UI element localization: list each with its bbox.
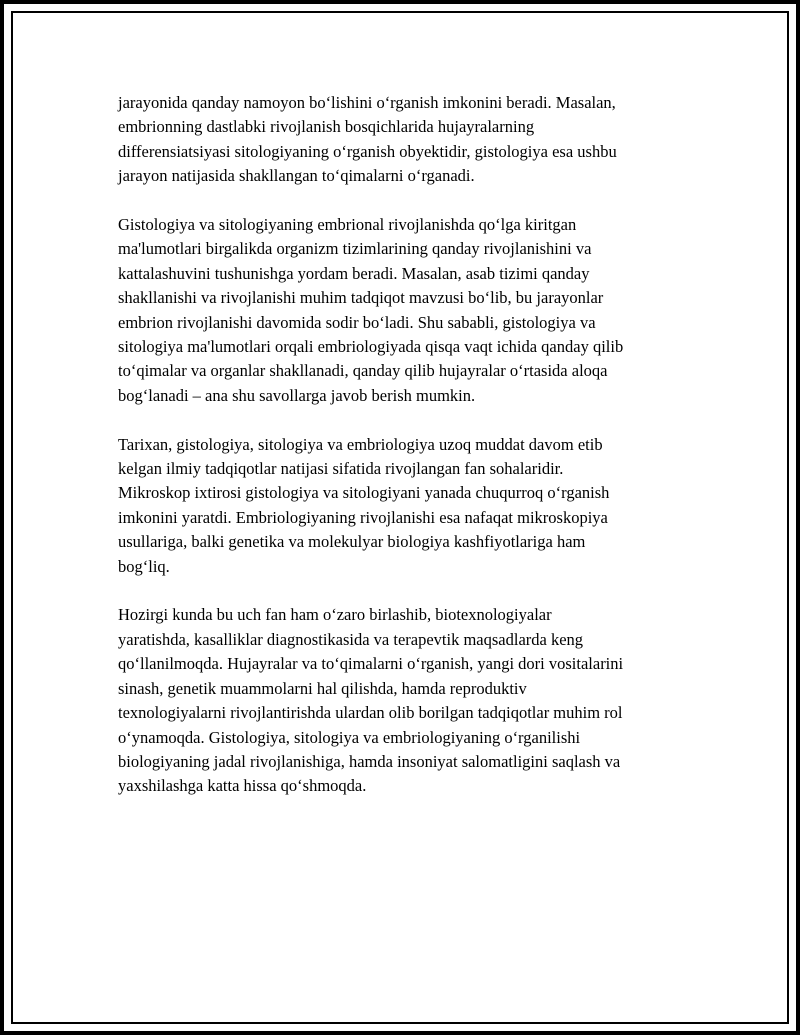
- text-line: texnologiyalarni rivojlantirishda ulardan olib borilgan tadqiqotlar muhim rol: [118, 703, 623, 723]
- text-line: to‘qimalar va organlar shakllanadi, qanday qilib hujayralar o‘rtasida aloqa: [118, 361, 608, 381]
- text-line: Gistologiya va sitologiyaning embrional rivojlanishda qo‘lga kiritgan: [118, 215, 577, 235]
- text-line: Mikroskop ixtirosi gistologiya va sitologiyani yanada chuqurroq o‘rganish: [118, 483, 610, 503]
- document-body: [118, 91, 688, 823]
- text-line: yaxshilashga katta hissa qo‘shmoqda.: [118, 776, 367, 796]
- text-line: bog‘liq.: [118, 556, 170, 576]
- text-line: jarayonida qanday namoyon bo‘lishini o‘rganish imkonini beradi. Masalan,: [118, 93, 616, 112]
- paragraph-4: [118, 603, 688, 798]
- text-line: usullariga, balki genetika va molekulyar biologiya kashfiyotlariga ham: [118, 532, 586, 552]
- text-line: shakllanishi va rivojlanishi muhim tadqiqot mavzusi bo‘lib, bu jarayonlar: [118, 288, 604, 308]
- text-line: Tarixan, gistologiya, sitologiya va embriologiya uzoq muddat davom etib: [118, 434, 603, 454]
- text-line: yaratishda, kasalliklar diagnostikasida va terapevtik maqsadlarda keng: [118, 629, 584, 649]
- text-line: embrionning dastlabki rivojlanish bosqichlarida hujayralarning: [118, 117, 535, 137]
- text-line: kattalashuvini tushunishga yordam beradi. Masalan, asab tizimi qanday: [118, 263, 590, 283]
- paragraph-2: [118, 213, 688, 408]
- paragraph-3: [118, 433, 688, 579]
- text-line: imkonini yaratdi. Embriologiyaning rivojlanishi esa nafaqat mikroskopiya: [118, 507, 608, 527]
- text-line: Hozirgi kunda bu uch fan ham o‘zaro birlashib, biotexnologiyalar: [118, 605, 552, 625]
- text-line: embrion rivojlanishi davomida sodir bo‘ladi. Shu sababli, gistologiya va: [118, 312, 596, 332]
- text-line: jarayon natijasida shakllangan to‘qimalarni o‘rganadi.: [118, 166, 475, 186]
- text-line: sinash, genetik muammolarni hal qilishda, hamda reproduktiv: [118, 678, 527, 698]
- text-line: ma'lumotlari birgalikda organizm tizimlarining qanday rivojlanishini va: [118, 239, 592, 259]
- text-line: biologiyaning jadal rivojlanishiga, hamda insoniyat salomatligini saqlash va: [118, 751, 621, 771]
- paragraph-1: [118, 91, 688, 189]
- text-line: sitologiya ma'lumotlari orqali embriologiyada qisqa vaqt ichida qanday qilib: [118, 337, 624, 357]
- text-line: bog‘lanadi – ana shu savollarga javob berish mumkin.: [118, 385, 476, 405]
- text-line: o‘ynamoqda. Gistologiya, sitologiya va embriologiyaning o‘rganilishi: [118, 727, 581, 747]
- text-line: qo‘llanilmoqda. Hujayralar va to‘qimalarni o‘rganish, yangi dori vositalarini: [118, 654, 624, 674]
- text-line: differensiatsiyasi sitologiyaning o‘rganish obyektidir, gistologiya esa ushbu: [118, 141, 617, 161]
- text-line: kelgan ilmiy tadqiqotlar natijasi sifatida rivojlangan fan sohalaridir.: [118, 459, 564, 479]
